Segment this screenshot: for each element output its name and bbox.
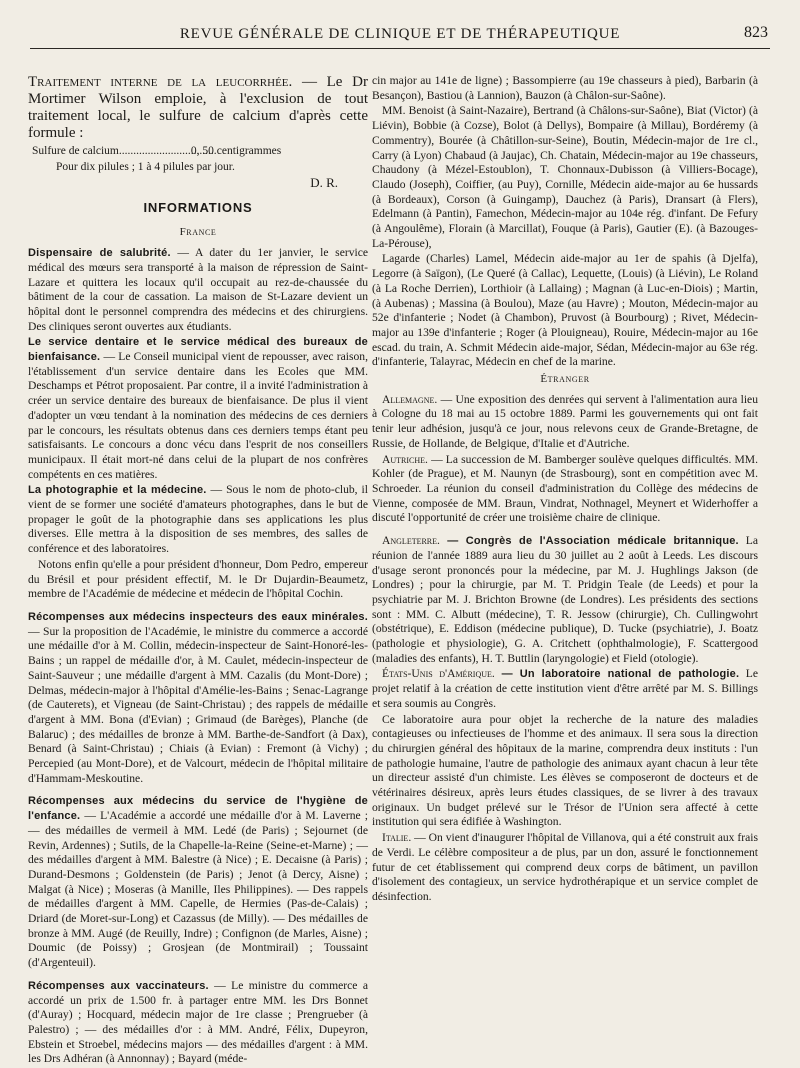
item-text: — La succession de M. Bamberger soulève quelques difficultés. MM. Kohler (de Prague), et M. Naunyn (de Strasbourg), sont en compétition avec M. Schroeder. La réunion du conseil d'administration du Collège des médecins de Vienne, composée de MM. Braun, Vindrat, Nothnagel, Meynert et Widerhoffer a discuté l'opportunité de créer une troisième chaire de clinique. bbox=[372, 452, 758, 525]
item-text: — Le Conseil municipal vient de repousser, avec raison, l'établissement d'un service dentaire dans les Ecoles que MM. Deschamps et Pétrot proposaient. Par contre, il a invité l'administration à créer un service dentaire des bureaux de bienfaisance. De plus il vient d'adopter un vœu tendant à la nomination des médecins de ces derniers par le concours, les résultats obtenus dans ces derniers temps étant peu satisfaisants. Le concours a donc vécu dans l'esprit de nos conseillers municipaux. Il était mort-né dans celui de la plupart de nos confrères compétents en ces matières. bbox=[28, 350, 368, 481]
item-heading: Récompenses aux médecins inspecteurs des eaux minérales. bbox=[28, 610, 368, 623]
page-number: 823 bbox=[744, 24, 768, 41]
news-paragraph: MM. Benoist (à Saint-Nazaire), Bertrand (à Châlons-sur-Saône), Biat (Victor) (à Liévin), Bobbie (à Cozse), Bolot (à Dellys), Bompaire (à Millau), Bordéremy (à Commentry), Bourée (à Châtillon-sur-Seine), Boutin, Médecin-major de 1re cl., Carry (à Lyon) Chabaud (à Jaujac), Ch. Chatain, Médecin-major au 19e chasseurs, Chaudony (à Mézel-Estoublon), T. Chonnaux-Dubisson (à Villiers-Bocage), Claudo (Joseph), Coiffier, (au Puy), Cornille, Médecin aide-major au 6e hussards (à Bordeaux), Corson (à Guingamp), Dauchez (à Paris), Dransart (à Flers), Edelmann (à Pantin), Famechon, Médecin-major au 104e rég. d'infant. De Fefury (à Angoulême), Florain (à Marcillat), Fouque (à Paris), Gautier (E). (à Bazouges-La-Pérouse), bbox=[372, 104, 758, 250]
item-text: — Le ministre du commerce a accordé un prix de 1.500 fr. à partager entre MM. les Drs Bonnet (d'Auray) ; Hocquard, médecin major de 1re classe ; Prengrueber (à Palestro) ; — des médailles d'or : à MM. André, Félix, Dupeyron, Ebstein et Stroebel, médecins majors — des médailles d'argent : à MM. les Drs Adhéran (à Annonnay) ; Bayard (méde- bbox=[28, 978, 368, 1066]
news-item bbox=[28, 794, 368, 970]
journal-title: REVUE GÉNÉRALE DE CLINIQUE ET DE THÉRAPEUTIQUE bbox=[179, 26, 621, 42]
item-text: Le projet relatif à la création de cette institution vient d'être arrêté par M. S. Billings et sera soumis au Congrès. bbox=[372, 667, 758, 710]
item-heading: Récompenses aux vaccinateurs. bbox=[28, 979, 209, 992]
news-item bbox=[28, 483, 368, 557]
signature: D. R. bbox=[310, 175, 338, 190]
formula-line bbox=[28, 144, 368, 158]
country-label: Angleterre. bbox=[382, 534, 440, 548]
news-item bbox=[28, 610, 368, 786]
item-heading: — Congrès de l'Association médicale britannique. bbox=[439, 535, 739, 548]
formula-ingredient: Sulfure de calcium bbox=[32, 145, 119, 157]
item-text: — L'Académie a accordé une médaille d'or à M. Laverne ; — des médailles de vermeil à MM. Ledé (de Paris) ; Sejournet (de Revin, Ardennes) ; Sutils, de la Chapelle-la-Reine (Seine-et-Marne) ; — des médailles d'argent à MM. Balestre (à Nice) ; E. Decaisne (à Paris) ; Durand-Desmons ; Goldenstein (de Paris) ; Jenot (à Dercy, Aisne) ; Malgat (à Nice) ; Moseras (à Manille, Iles Philippines). — Des rappels de médailles d'argent à MM. Capelle, de Hermies (Pas-de-Calais) ; Driard (de Moret-sur-Long) et Cazassus (de Milly). — Des médailles de bronze à MM. Augé (de Reuilly, Indre) ; Confignon (de Marles, Aisne) ; Doumic (de Poissy) ; Grosjean (de Montmirail) ; Toussaint (d'Argenteuil). bbox=[28, 809, 368, 970]
news-paragraph: Notons enfin qu'elle a pour président d'honneur, Dom Pedro, empereur du Brésil et pour président effectif, M. le Dr Dujardin-Beaumetz, membre de l'Académie de médecine et médecin de l'hôpital Cochin. bbox=[28, 557, 368, 601]
item-text: — A dater du 1er janvier, le service médical des mœurs sera transporté à la maison de répression de Saint-Lazare et quittera les locaux qu'il occupait au rez-de-chaussée du bâtiment de la cour de cassation. La maison de St-Lazare devient un hôpital dont le personnel comprendra des médecins et des chirurgiens. Des cliniques seront ouvertes aux étudiants. bbox=[28, 246, 369, 333]
news-item bbox=[28, 246, 368, 334]
article-text: — Le Dr Mortimer Wilson emploie, à l'exclusion de tout traitement local, le sulfure de calcium d'après cette formule : bbox=[28, 74, 368, 141]
item-heading: Récompenses aux médecins du service de l'hygiène de l'enfance. bbox=[28, 795, 368, 823]
news-item bbox=[372, 534, 758, 666]
item-text: La réunion de l'année 1889 aura lieu du 30 juillet au 2 août à Leeds. Les discours d'usage seront prononcés pour la médecine, par M. J. Hughlings Jakson (de Londres) ; pour la chirurgie, par M. T. Pridgin Teale (de Leeds) et pour la psychiatrie par M. J. Brichton Browne (de Londres). Les présidents des sections sont : MM. C. Albutt (médecine), T. R. Jessow (chirurgie), Ch. Cullingwohrt (obstétrique), E. Eddison (médecine publique), D. Tucke (psychiatrie), J. Boatz (pathologie et physiologie), G. A. Critchett (ophthalmologie), F. Scattergood (maladies des enfants), H. T. Buttlin (laryngologie) et Field (otologie). bbox=[372, 534, 758, 665]
subsection-title: France bbox=[179, 226, 217, 239]
country-label: Italie. bbox=[382, 831, 412, 845]
running-header bbox=[30, 22, 770, 49]
news-item bbox=[28, 979, 368, 1067]
news-item bbox=[372, 393, 758, 452]
news-paragraph: Lagarde (Charles) Lamel, Médecin aide-major au 1er de spahis (à Djelfa), Legorre (à Saïgon), (Le Queré (à Callac), Lequette, (Louis) (à Liévin), Le Roland (à La Roche Derrien), Lorthioir (à Lallaing) ; Magnan (à Luc-en-Diois) ; Martin, (à Aubenas) ; Massina (à Boulou), Maze (au Havre) ; Mouton, Médecin-major au 52e d'infanterie ; Nodet (à Chambon), Pruvost (à Bourbourg) ; Rivet, Médecin-major au 139e d'infanterie ; Roger (à Plouigneau), Rouire, Médecin-major au 16e escad. du train, A. Schmit Médecin aide-major, Sédan, Médecin-major au 63e rég. d'infanterie, Talayrac, Médecin en chef de la marine. bbox=[372, 252, 758, 369]
item-text: — Une exposition des denrées qui servent à l'alimentation aura lieu à Cologne du 18 mai au 15 octobre 1889. Parmi les gouvernements qui ont fait tenir leur adhésion, jusqu'à ce jour, nous relevons ceux de Grande-Bretagne, de Russie, de Hollande, de Belgique, d'Italie et d'Autriche. bbox=[372, 392, 758, 450]
news-item bbox=[28, 335, 368, 482]
article-heading: Traitement interne de la leucorrhée. bbox=[28, 74, 293, 90]
news-paragraph: cin major au 141e de ligne) ; Bassompierre (au 19e chasseurs à pied), Barbarin (à Besançon), Bastiou (à Lannion), Bauzon (à Châlon-sur-Saône). bbox=[372, 74, 758, 102]
item-text: — Sur la proposition de l'Académie, le ministre du commerce a accordé une médaille d'or à M. Collin, médecin-inspecteur de Saint-Honoré-les-Bains ; un rappel de médaille d'or, à M. Caulet, médecin-inspecteur de Saint-Sauveur ; une médaille d'argent à MM. Cazalis (du Mont-Dore) ; Delmas, médecin-major à l'hôpital d'Amélie-les-Bains ; Senac-Lagrange (de Cauterets), et Vigneau (de Saint-Christau) ; des rappels de médaille d'argent à MM. Bona (d'Evian) ; Grimaud (de Barèges), Planche (de Balaruc) ; des médailles de bronze à MM. Barthe-de-Sandfort (à Dax), Benard (à Saint-Christau) ; Chiais (à Evian) : Fremont (à Vichy) ; Percepied (au Mont-Dore), et de Valcourt, médecin de l'hôpital militaire d'Hammam-Meskoutine. bbox=[28, 624, 368, 785]
news-paragraph: Ce laboratoire aura pour objet la recherche de la nature des maladies contagieuses ou infectieuses de l'homme et des animaux. Il sera sous la direction du chirurgien général des hôpitaux de la marine, comprendra deux instituts : l'un de pathologie humaine, l'autre de pathologie des animaux ayant chacun à leur tête un directeur assisté d'un chimiste. Les élèves se composeront de docteurs et de vétérinaires désireux, après leurs études classiques, de se livrer à des travaux originaux. Un budget prélevé sur le Trésor de l'Union sera affecté à cette institution qui sera édifiée à Washington. bbox=[372, 712, 758, 829]
news-item bbox=[372, 667, 758, 711]
news-item bbox=[372, 831, 758, 905]
item-heading: — Un laboratoire national de pathologie. bbox=[494, 668, 740, 681]
item-heading: Le service dentaire et le service médical des bureaux de bienfaisance. bbox=[28, 336, 368, 364]
item-heading: La photographie et la médecine. bbox=[28, 484, 207, 497]
country-label: États-Unis d'Amérique. bbox=[382, 667, 495, 681]
article-traitement bbox=[28, 74, 368, 142]
subsection-title: Étranger bbox=[540, 373, 590, 386]
country-label: Allemagne. bbox=[382, 392, 438, 406]
formula-dots: .................................. bbox=[118, 145, 217, 157]
country-label: Autriche. bbox=[382, 452, 428, 466]
left-column bbox=[28, 74, 368, 1068]
formula-value: 0, 50 centigrammes bbox=[190, 145, 282, 157]
news-item bbox=[372, 453, 758, 527]
formula-dose: Pour dix pilules ; 1 à 4 pilules par jour. bbox=[56, 161, 235, 173]
item-text: — Sous le nom de photo-club, il vient de se former une société d'amateurs photographes, dans le but de propager le goût de la photographie dans ses applications les plus diverses. Elle mettra à la disposition de ses membres, des salles de conférence et des laboratoires. bbox=[28, 483, 368, 556]
item-text: — On vient d'inaugurer l'hôpital de Villanova, qui a été construit aux frais de Verdi. Le célèbre compositeur a de plus, par un don, assuré le fonctionnement futur de cet établissement qui comprend deux corps de bâtiment, un pavillon d'isolement des contagieux, un service hydrothérapique et un service complet de désinfection. bbox=[372, 831, 758, 903]
item-heading: Dispensaire de salubrité. bbox=[28, 247, 171, 260]
right-column bbox=[372, 74, 758, 906]
section-title: INFORMATIONS bbox=[143, 199, 253, 215]
